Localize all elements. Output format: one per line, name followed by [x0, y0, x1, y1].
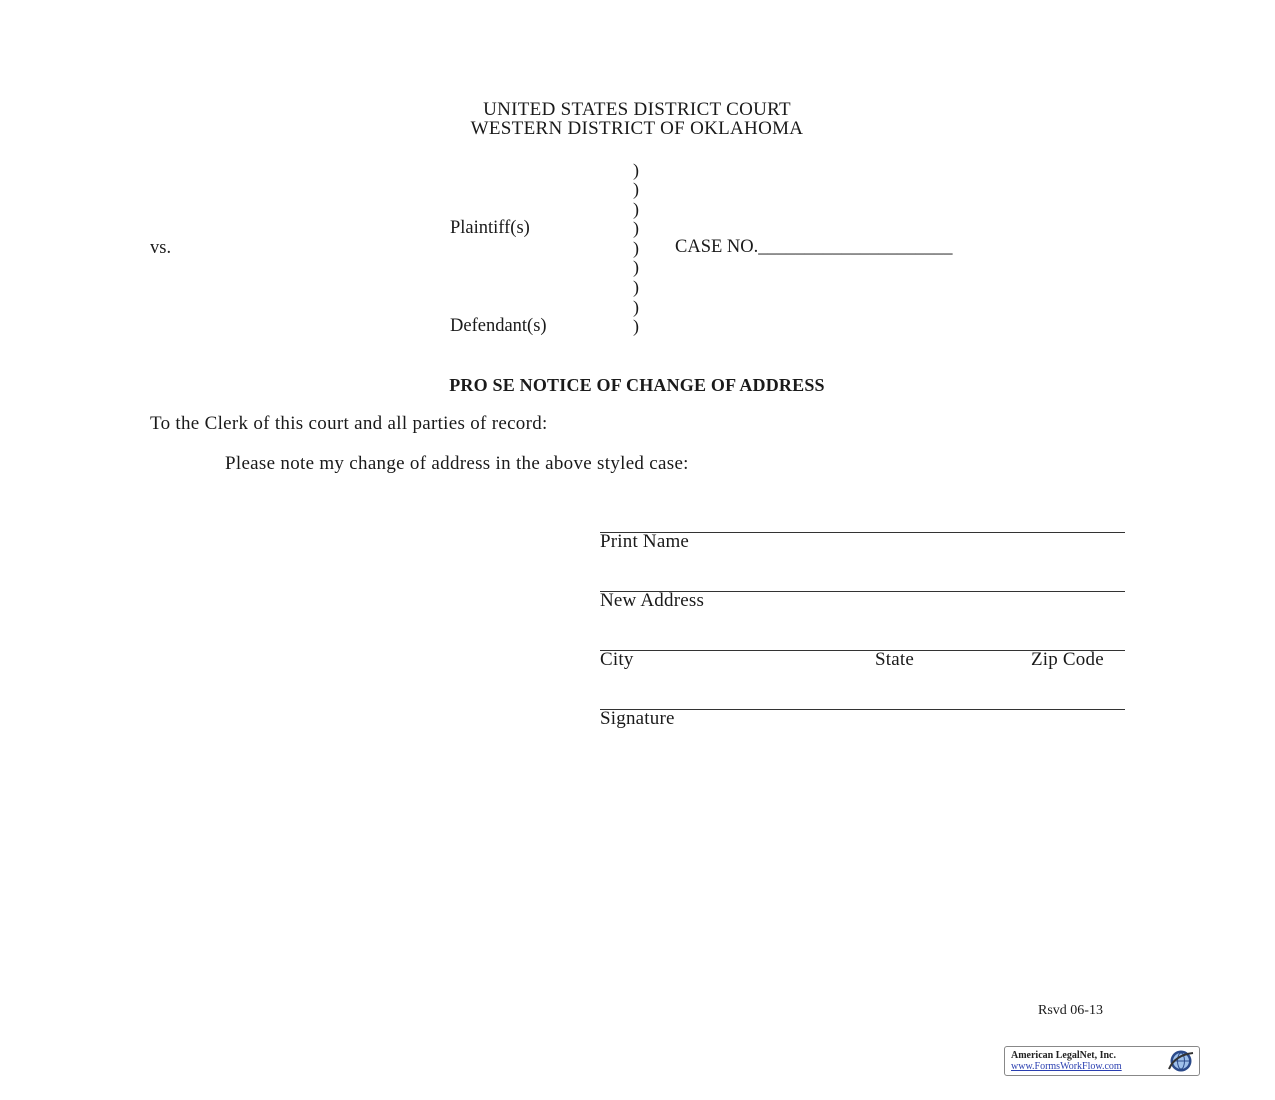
court-district-line: WESTERN DISTRICT OF OKLAHOMA [470, 118, 804, 139]
court-name-line: UNITED STATES DISTRICT COURT [483, 99, 791, 120]
caption-paren: ) [633, 199, 639, 219]
state-label: State [875, 649, 914, 670]
globe-icon [1165, 1049, 1195, 1073]
vs-label: vs. [150, 238, 172, 258]
caption-paren: ) [633, 257, 639, 277]
city-label: City [600, 649, 634, 670]
plaintiff-label: Plaintiff(s) [450, 218, 530, 238]
caption-paren: ) [633, 316, 639, 336]
print-name-label: Print Name [600, 531, 690, 552]
caption-paren: ) [633, 160, 639, 180]
notice-text: Please note my change of address in the above styled case: [225, 453, 689, 474]
new-address-label: New Address [600, 590, 705, 611]
logo-url-link[interactable]: www.FormsWorkFlow.com [1011, 1061, 1122, 1072]
caption-paren: ) [633, 238, 639, 258]
salutation: To the Clerk of this court and all parties of record: [150, 413, 548, 434]
caption-paren: ) [633, 277, 639, 297]
document-title: PRO SE NOTICE OF CHANGE OF ADDRESS [449, 375, 825, 395]
caption-paren: ) [633, 218, 639, 238]
zip-code-label: Zip Code [1031, 649, 1104, 670]
case-number-field: CASE NO._____________________ [675, 237, 953, 257]
caption-paren: ) [633, 179, 639, 199]
revision-date: Rsvd 06-13 [1038, 1003, 1103, 1018]
caption-paren: ) [633, 297, 639, 317]
logo-company-name: American LegalNet, Inc. [1011, 1050, 1116, 1061]
signature-line [600, 709, 1125, 710]
defendant-label: Defendant(s) [450, 316, 547, 336]
publisher-logo[interactable] [1004, 1046, 1200, 1076]
signature-label: Signature [600, 708, 675, 729]
